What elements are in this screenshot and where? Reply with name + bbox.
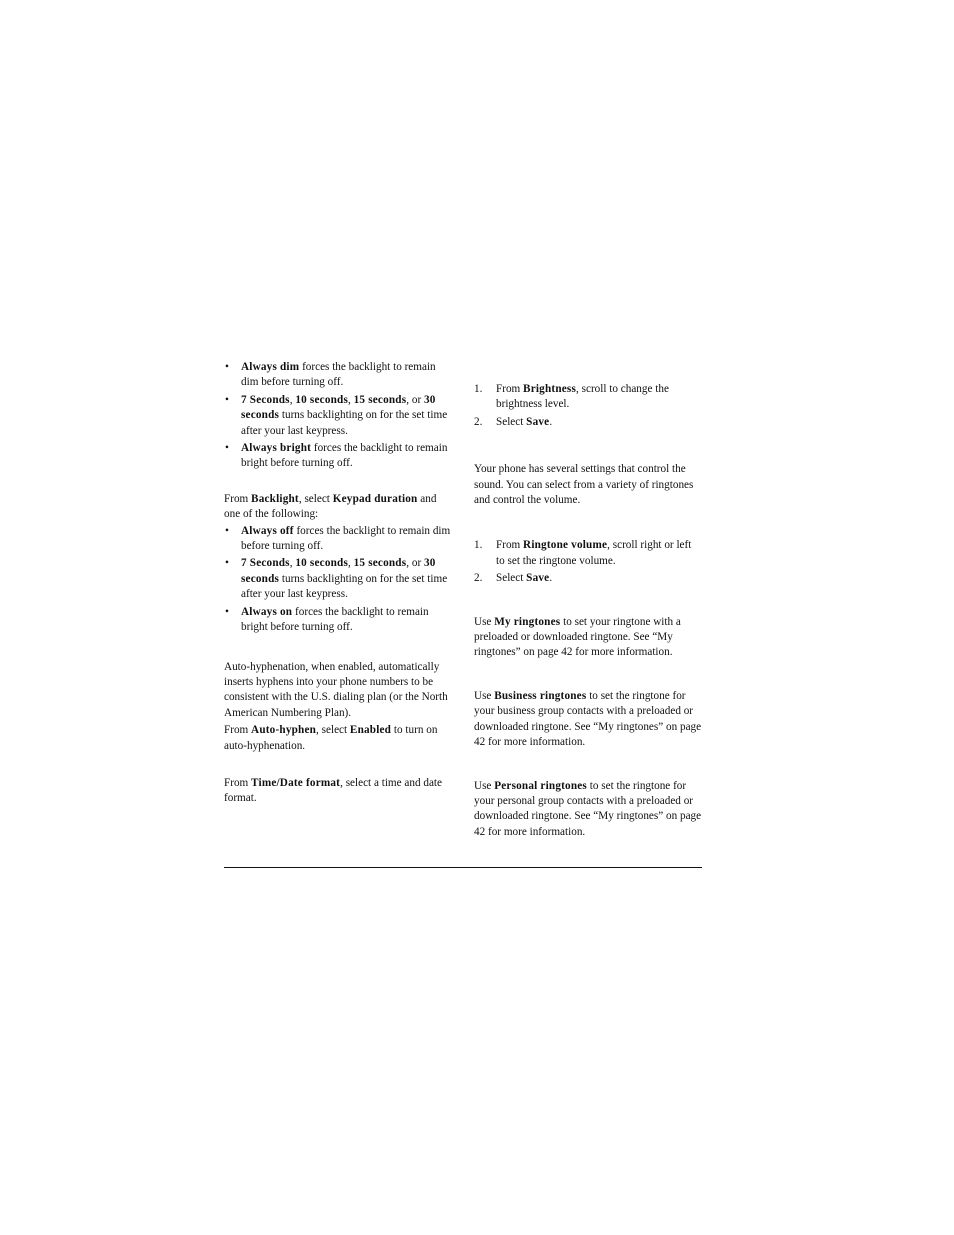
list-item: 2. Select Save. xyxy=(474,572,553,585)
list-item: 1. From Ringtone volume, scroll right or left to set the ringtone volume. xyxy=(474,539,692,567)
list-item: 1. From Brightness, scroll to change the brightness level. xyxy=(474,383,669,411)
list-item: • Always off forces the backlight to remain dim before turning off. xyxy=(224,524,452,555)
ringtone-volume-steps xyxy=(474,538,702,586)
list-item: • Always dim forces the backlight to remain dim before turning off. xyxy=(224,360,452,391)
display-backlight-options xyxy=(224,360,452,472)
personal-ringtones-text: Use Personal ringtones to set the ringtone for your personal group contacts with a preloaded or downloaded ringtone. See “My ringtones” on page 42 for more information. xyxy=(474,779,702,838)
left-column xyxy=(224,360,452,807)
list-item: • Always on forces the backlight to remain bright before turning off. xyxy=(224,605,452,636)
brightness-steps xyxy=(474,382,702,430)
bottom-rule xyxy=(224,867,702,868)
list-item: • 7 Seconds, 10 seconds, 15 seconds, or 30 seconds turns backlighting on for the set time after your last keypress. xyxy=(224,393,452,439)
keypad-backlight-options xyxy=(224,524,452,636)
list-item: • Always bright forces the backlight to remain bright before turning off. xyxy=(224,441,452,472)
list-item: 2. Select Save. xyxy=(474,415,553,428)
autohyphen-instruction: From Auto-hyphen, select Enabled to turn on auto-hyphenation. xyxy=(224,724,438,752)
business-ringtones-text: Use Business ringtones to set the ringtone for your business group contacts with a preloaded or downloaded ringtone. See “My ringtones” on page 42 for more information. xyxy=(474,689,702,749)
right-column xyxy=(474,382,702,840)
my-ringtones-text: Use My ringtones to set your ringtone with a preloaded or downloaded ringtone. See “My ringtones” on page 42 for more information. xyxy=(474,615,681,659)
list-item: • 7 Seconds, 10 seconds, 15 seconds, or 30 seconds turns backlighting on for the set time after your last keypress. xyxy=(224,556,452,602)
timedate-instruction: From Time/Date format, select a time and date format. xyxy=(224,776,442,805)
autohyphen-description: Auto-hyphenation, when enabled, automatically inserts hyphens into your phone numbers to be consistent with the U.S. dialing plan (or the North American Numbering Plan). xyxy=(224,660,448,719)
keypad-intro: From Backlight, select Keypad duration and one of the following: xyxy=(224,492,437,521)
sound-intro: Your phone has several settings that control the sound. You can select from a variety of ringtones and control the volume. xyxy=(474,463,694,507)
